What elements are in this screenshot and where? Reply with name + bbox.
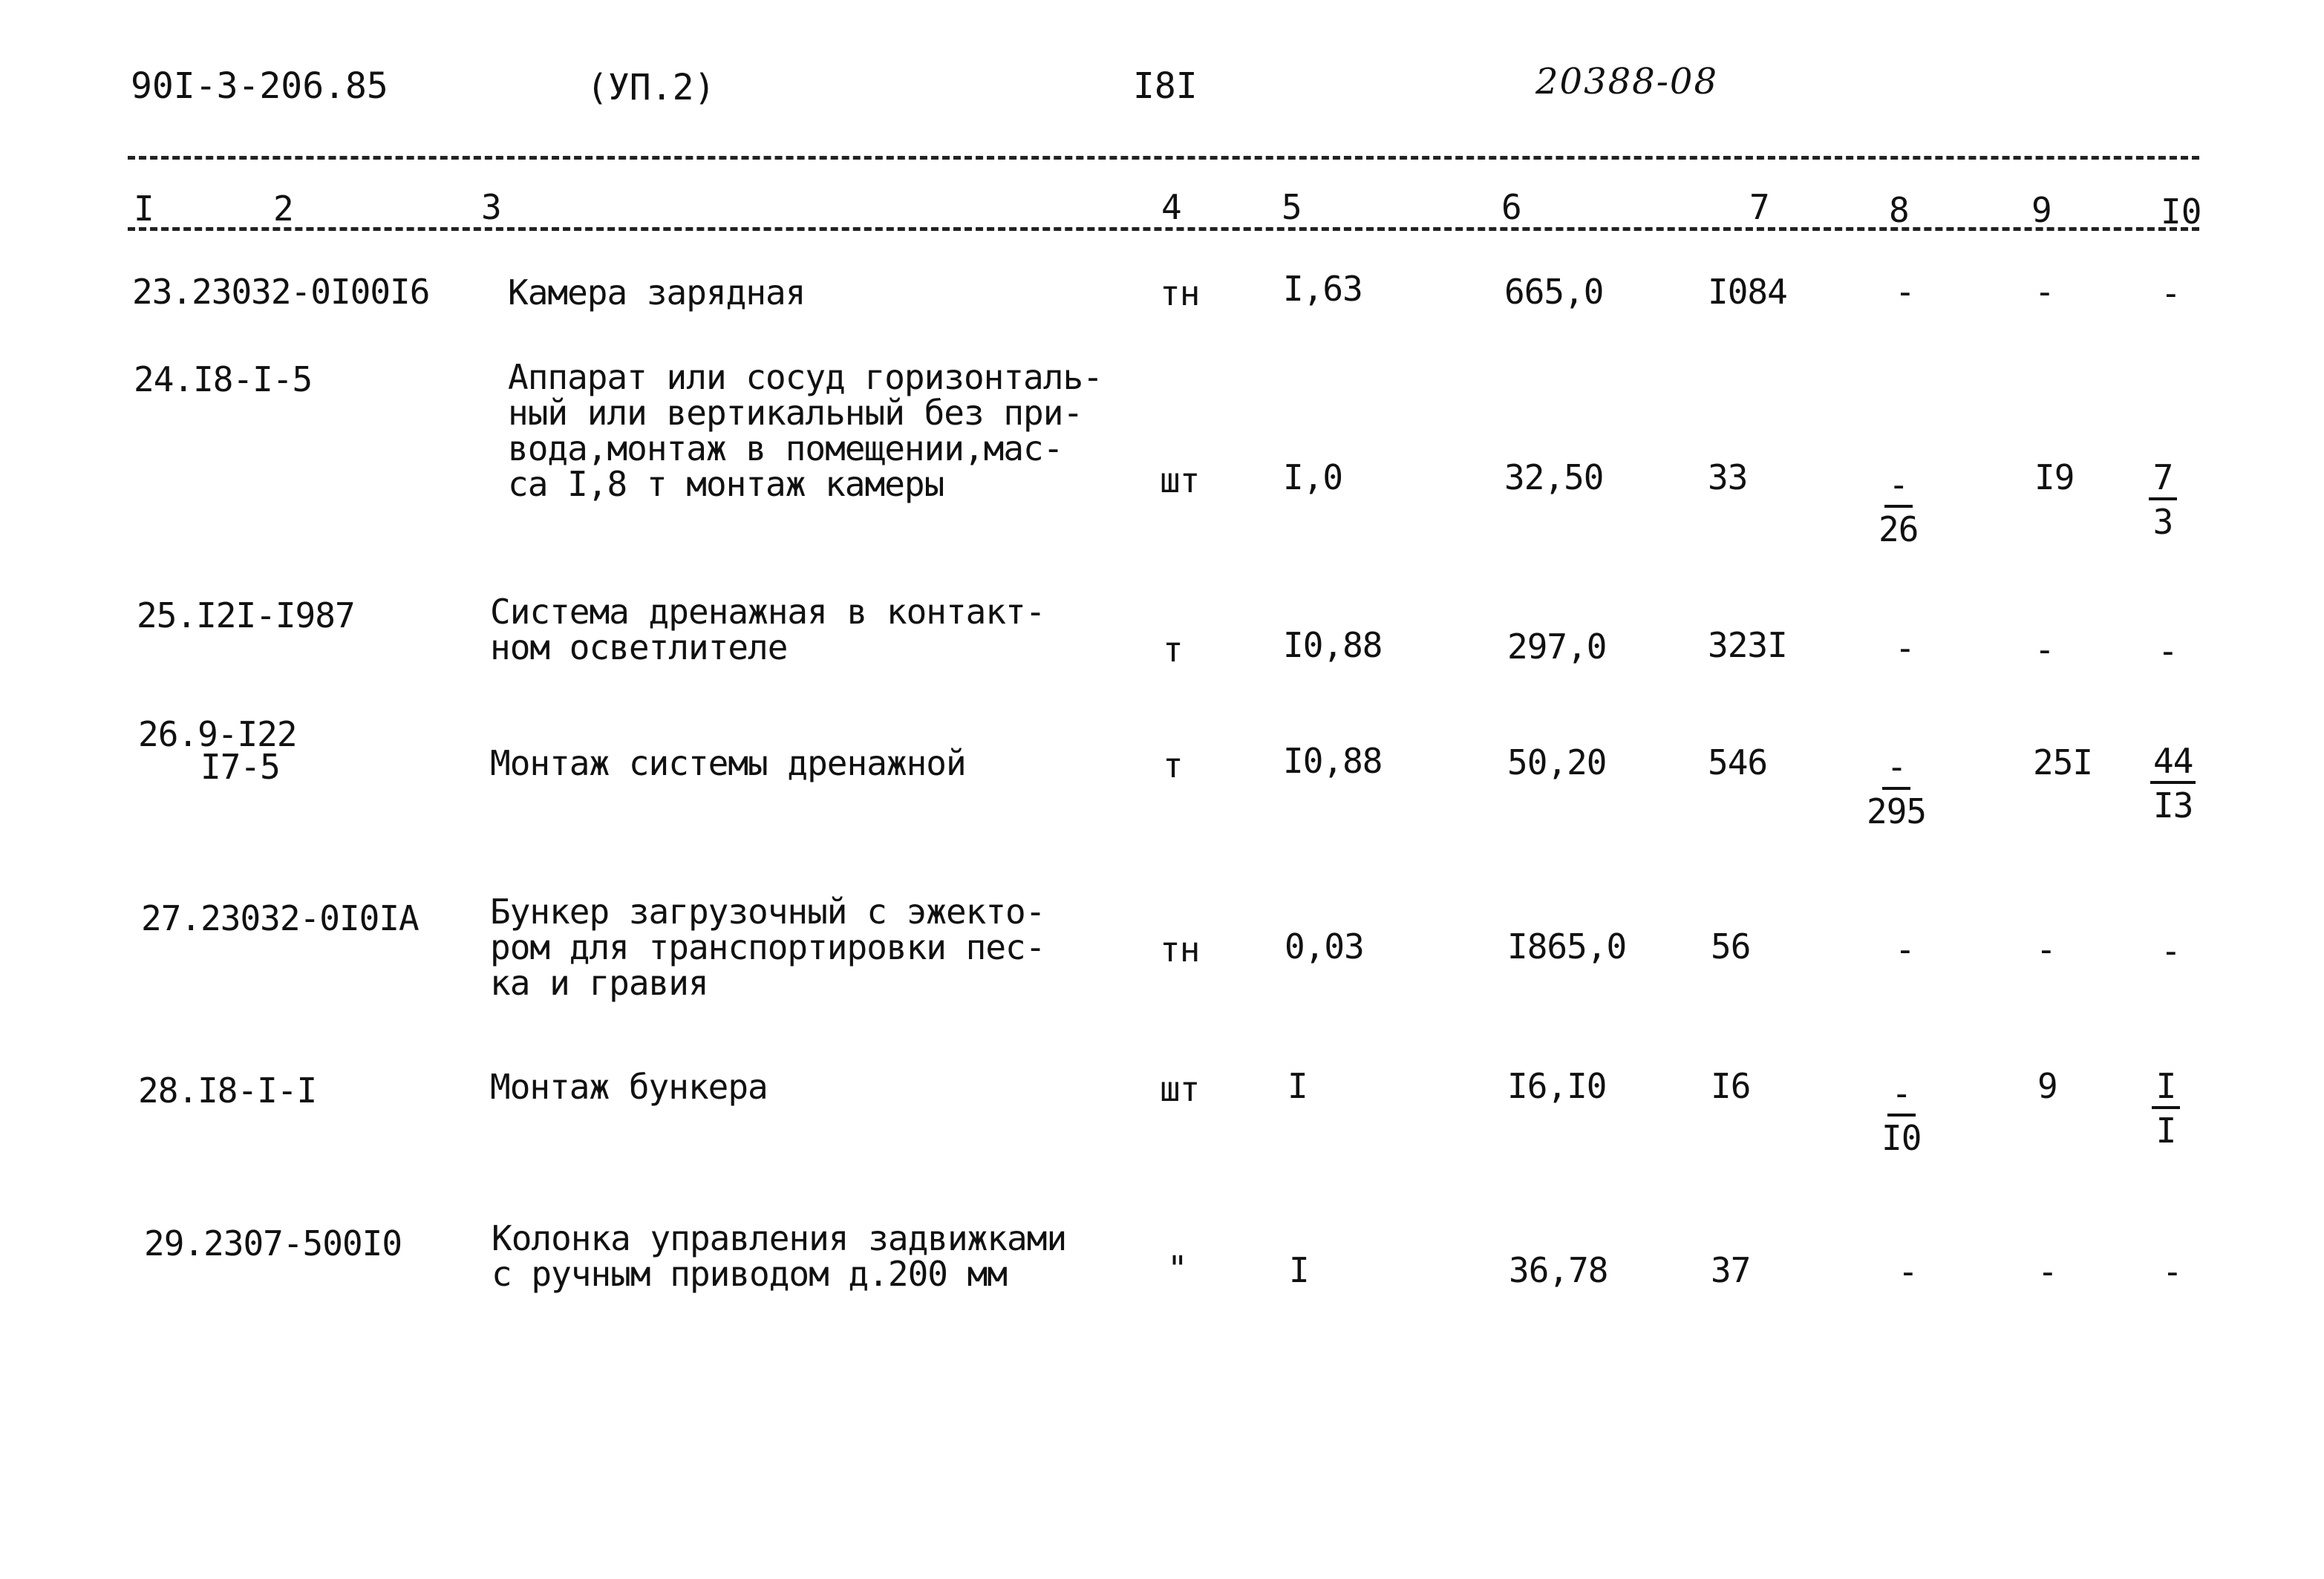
column-number-4: 4: [1161, 187, 1182, 227]
row-col8-fraction: - 295: [1867, 747, 1927, 831]
row-price: 36,78: [1509, 1250, 1608, 1290]
row-col9: 25I: [2033, 742, 2093, 782]
row-col8-fraction: - I0: [1881, 1073, 1922, 1158]
row-unit: тн: [1160, 273, 1200, 313]
document-code: 90I-3-206.85: [131, 65, 388, 107]
row-code: 27.23032-0I0IA: [141, 898, 419, 938]
row-code: 25.I2I-I987: [137, 595, 355, 635]
column-header-divider: [128, 227, 2199, 231]
row-description: Монтаж системы дренажной: [490, 743, 966, 783]
row-price: 32,50: [1504, 457, 1604, 497]
header-divider: [128, 156, 2199, 160]
album-label: (УП.2): [587, 67, 716, 108]
row-total: 33: [1708, 457, 1748, 497]
row-col8: -: [1898, 1252, 1919, 1292]
page-number: I8I: [1133, 65, 1198, 107]
row-total: 56: [1711, 926, 1751, 967]
row-col9: -: [2036, 929, 2057, 970]
row-description: Камера зарядная: [508, 272, 806, 313]
column-number-3: 3: [481, 187, 502, 227]
row-col8-fraction: - 26: [1879, 465, 1919, 549]
row-col9: -: [2034, 630, 2055, 670]
row-col10: -: [2161, 273, 2181, 313]
row-total: 37: [1711, 1250, 1751, 1290]
row-quantity: 0,03: [1285, 926, 1364, 967]
row-code: 23.23032-0I00I6: [132, 272, 430, 312]
column-number-8: 8: [1889, 190, 1910, 230]
row-code: 26.9-I22: [138, 714, 297, 754]
row-price: 665,0: [1504, 272, 1604, 312]
row-col8: -: [1895, 628, 1916, 668]
row-col9: I9: [2034, 457, 2075, 497]
row-description: Монтаж бункера: [490, 1067, 768, 1107]
column-number-2: 2: [273, 189, 294, 229]
column-number-10: I0: [2161, 192, 2202, 232]
row-code-second-line: I7-5: [200, 747, 280, 787]
column-number-7: 7: [1749, 187, 1770, 227]
row-col8: -: [1895, 272, 1916, 312]
row-price: I865,0: [1507, 926, 1627, 967]
column-number-9: 9: [2031, 190, 2052, 230]
row-total: I6: [1711, 1066, 1751, 1106]
row-unit: шт: [1160, 1069, 1200, 1109]
row-col10-fraction: $\frac{7}{3}$: [2149, 460, 2177, 539]
row-total: 546: [1708, 742, 1768, 782]
row-description: Бункер загрузочный с эжекто- ром для транспортировки пес- ка и гравия: [490, 892, 1045, 1003]
row-quantity: I0,88: [1283, 625, 1383, 665]
row-col10-fraction: $\frac{I}{I}$: [2152, 1069, 2180, 1148]
row-code: 29.2307-500I0: [144, 1223, 402, 1263]
row-unit: т: [1163, 630, 1183, 670]
row-price: 297,0: [1507, 627, 1607, 667]
row-code: 28.I8-I-I: [138, 1070, 317, 1111]
row-col9: -: [2034, 272, 2055, 312]
row-unit: т: [1163, 745, 1183, 785]
row-unit: шт: [1160, 460, 1200, 500]
row-total: I084: [1708, 272, 1787, 312]
row-col10-fraction: $\frac{44}{I3}$: [2150, 744, 2196, 823]
row-quantity: I0,88: [1283, 741, 1383, 781]
inventory-number: 20388-08: [1535, 61, 1718, 102]
row-col10: -: [2162, 1252, 2183, 1292]
row-col9: -: [2037, 1252, 2058, 1292]
row-code: 24.I8-I-5: [134, 359, 313, 399]
row-unit: тн: [1160, 929, 1200, 970]
row-total: 323I: [1708, 625, 1787, 665]
row-col10: -: [2161, 931, 2181, 971]
row-quantity: I,0: [1283, 457, 1343, 497]
row-quantity: I: [1289, 1250, 1309, 1290]
row-price: 50,20: [1507, 742, 1607, 782]
row-price: I6,I0: [1507, 1066, 1607, 1106]
row-description: Колонка управления задвижками с ручным приводом д.200 мм: [492, 1218, 1067, 1294]
column-number-5: 5: [1282, 187, 1302, 227]
row-col10: -: [2158, 631, 2178, 671]
row-description: Система дренажная в контакт- ном осветлителе: [490, 592, 1045, 667]
row-description: Аппарат или сосуд горизонталь- ный или вертикальный без при- вода,монтаж в помещении,мас- са I,8 т монтаж камеры: [508, 357, 1103, 504]
column-number-6: 6: [1501, 187, 1522, 227]
row-quantity: I: [1287, 1066, 1308, 1106]
column-number-1: I: [134, 189, 154, 229]
row-unit: ": [1167, 1249, 1187, 1289]
row-quantity: I,63: [1283, 269, 1362, 309]
row-col9: 9: [2037, 1066, 2057, 1106]
row-col8: -: [1895, 929, 1916, 970]
